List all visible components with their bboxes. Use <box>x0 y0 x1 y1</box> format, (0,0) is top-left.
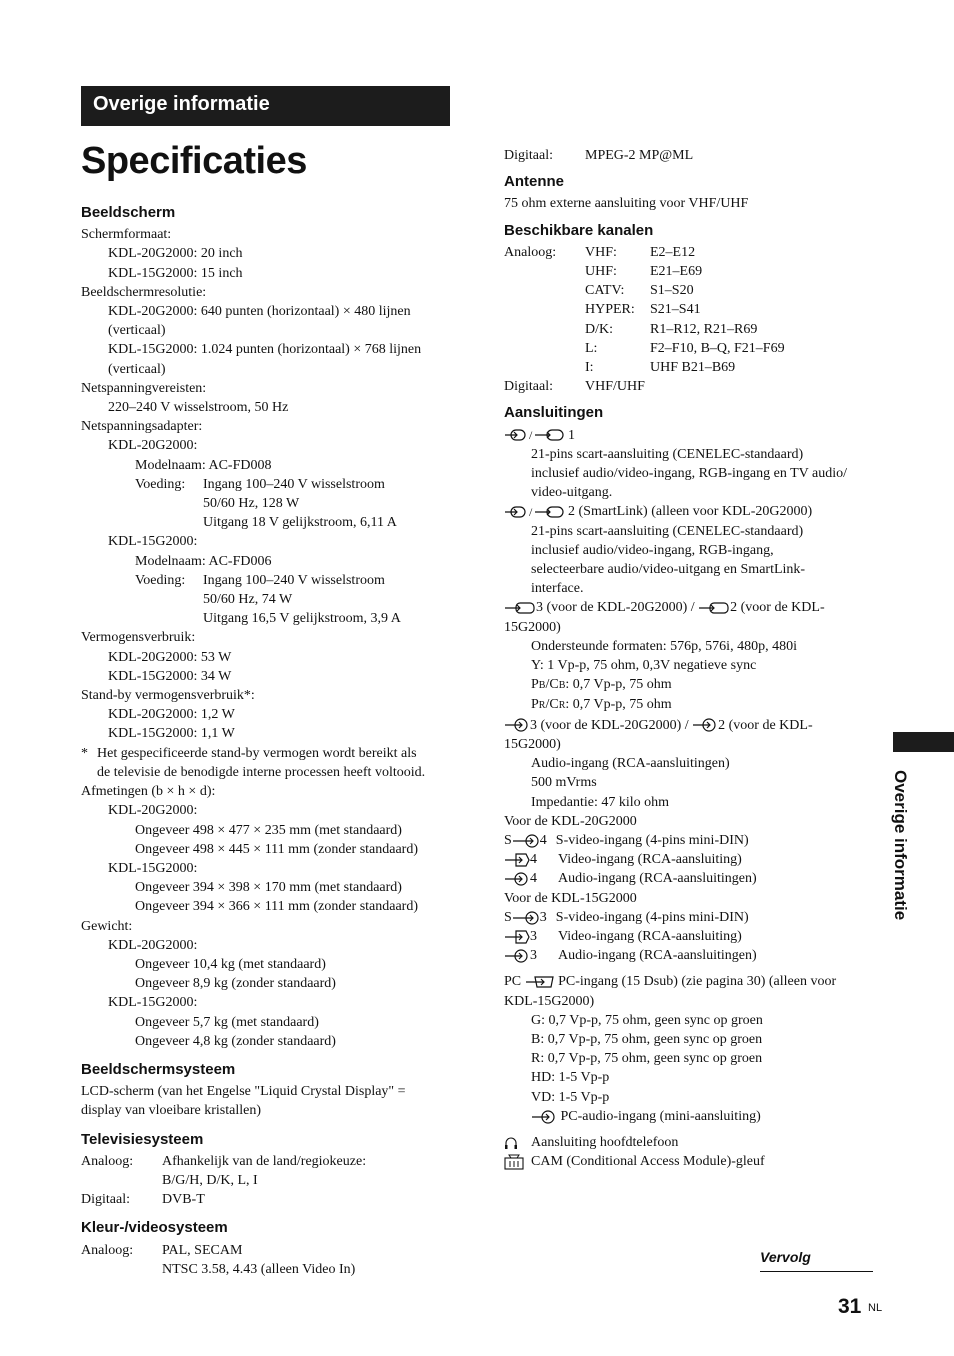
spec-line: Netspanningvereisten: <box>81 380 207 396</box>
spec-line: Y: 1 Vp-p, 75 ohm, 0,3V negatieve sync <box>531 658 757 674</box>
connector-line <box>504 927 884 946</box>
page-language: NL <box>868 1302 883 1314</box>
spec-line: Impedantie: 47 kilo ohm <box>531 794 670 810</box>
spec-line: Netspanningsadapter: <box>81 419 203 435</box>
pc-audio-in-icon <box>531 1110 557 1124</box>
pc-in-icon <box>525 975 555 989</box>
spec-key: Digitaal: <box>504 379 553 395</box>
channel-band: CATV: <box>585 283 625 299</box>
connector-text: Audio-ingang (RCA-aansluitingen) <box>558 871 757 887</box>
spec-line: KDL-15G2000: 1,1 W <box>108 726 235 742</box>
model-heading: Voor de KDL-15G2000 <box>504 890 637 906</box>
spec-value: DVB-T <box>162 1192 205 1208</box>
channel-band: VHF: <box>585 244 617 260</box>
spec-line: Ondersteunde formaten: 576p, 576i, 480p, 480i <box>531 638 797 654</box>
spec-line: Ongeveer 8,9 kg (zonder standaard) <box>135 976 336 992</box>
cr-label: /C <box>545 697 559 713</box>
spec-value: Afhankelijk van de land/regiokeuze: <box>162 1153 367 1169</box>
connector-line <box>504 972 884 991</box>
video-in-icon <box>504 930 530 944</box>
connector-number: 1 <box>568 427 575 443</box>
pr-label: P <box>531 697 539 713</box>
heading-antenne: Antenne <box>504 173 564 191</box>
heading-televisiesysteem: Televisiesysteem <box>81 1130 204 1148</box>
spec-line <box>504 675 884 695</box>
svideo-prefix: S <box>504 832 512 848</box>
footnote-mark: * <box>81 745 88 761</box>
channel-range: F2–F10, B–Q, F21–F69 <box>650 340 785 356</box>
spec-line: Ongeveer 10,4 kg (met standaard) <box>135 956 326 972</box>
spec-line: Uitgang 18 V gelijkstroom, 6,11 A <box>203 515 397 531</box>
connector-line <box>504 426 884 445</box>
svg-text:/: / <box>529 505 533 520</box>
page-number: 31 <box>838 1295 862 1318</box>
spec-line: G: 0,7 Vp-p, 75 ohm, geen sync op groen <box>531 1012 763 1028</box>
spec-key: Analoog: <box>81 1242 134 1258</box>
connector-number: 3 <box>530 928 537 944</box>
connector-line <box>504 1152 884 1171</box>
svideo-in-icon <box>512 911 540 925</box>
connector-line <box>504 869 884 888</box>
spec-line: B/G/H, D/K, L, I <box>162 1172 258 1188</box>
headphone-icon <box>504 1136 531 1150</box>
cb-label: /C <box>545 677 559 693</box>
channel-row <box>504 358 884 377</box>
scart-in-out-icon <box>504 505 568 519</box>
connector-text: S-video-ingang (4-pins mini-DIN) <box>555 909 749 925</box>
channel-band: L: <box>585 340 598 356</box>
spec-line: KDL-15G2000: 15 inch <box>108 265 243 281</box>
channel-row <box>504 320 884 339</box>
spec-line: Audio-ingang (RCA-aansluitingen) <box>531 756 730 772</box>
connector-line <box>504 1133 884 1152</box>
spec-line: Gewicht: <box>81 918 133 934</box>
spec-line: 500 mVrms <box>531 775 597 791</box>
spec-line: inclusief audio/video-ingang, RGB-ingang en TV audio/ <box>531 466 847 482</box>
audio-in-icon <box>504 949 530 963</box>
connector-text: 2 (voor de KDL- <box>718 717 813 733</box>
connector-text: PC-audio-ingang (mini-aansluiting) <box>560 1108 761 1124</box>
spec-line: Modelnaam: AC-FD008 <box>135 457 272 473</box>
channel-row <box>504 300 884 319</box>
spec-line: Ongeveer 5,7 kg (met standaard) <box>135 1014 319 1030</box>
connector-number: 3 <box>530 948 537 964</box>
spec-value: PAL, SECAM <box>162 1242 243 1258</box>
side-tab-marker <box>893 732 954 752</box>
spec-line <box>81 1152 461 1171</box>
cam-slot-icon <box>504 1154 531 1170</box>
pr-sub: R <box>538 700 546 712</box>
audio-in-icon <box>692 718 718 732</box>
connector-line <box>504 908 884 927</box>
component-in-icon <box>504 601 536 615</box>
connector-line <box>504 1107 884 1126</box>
channel-band: UHF: <box>585 264 617 280</box>
connector-text: Aansluiting hoofdtelefoon <box>531 1134 679 1150</box>
connector-text: Video-ingang (RCA-aansluiting) <box>558 928 742 944</box>
spec-line: 50/60 Hz, 128 W <box>203 496 300 512</box>
connector-number: 4 <box>539 832 547 848</box>
spec-line: Ongeveer 498 × 445 × 111 mm (zonder standaard) <box>135 841 419 857</box>
right-column <box>504 146 884 1171</box>
spec-line: Uitgang 16,5 V gelijkstroom, 3,9 A <box>203 611 401 627</box>
spec-line: Schermformaat: <box>81 227 172 243</box>
heading-beeldschermsysteem: Beeldschermsysteem <box>81 1060 236 1078</box>
spec-line: B: 0,7 Vp-p, 75 ohm, geen sync op groen <box>531 1031 763 1047</box>
spec-line: 15G2000) <box>504 619 561 635</box>
spec-line <box>504 146 884 165</box>
svideo-in-icon <box>512 834 540 848</box>
pb-label: P <box>531 677 539 693</box>
spec-line: KDL-15G2000) <box>504 993 595 1009</box>
connector-number: 4 <box>530 871 537 887</box>
spec-line: selecteerbare audio/video-uitgang en SmartLink- <box>531 562 806 578</box>
spec-line: interface. <box>531 581 584 597</box>
left-column <box>81 196 461 1279</box>
channel-row <box>504 243 884 262</box>
connector-number: 3 <box>539 909 547 925</box>
spec-line: 220–240 V wisselstroom, 50 Hz <box>108 400 289 416</box>
connector-line <box>504 946 884 965</box>
spec-line: 50/60 Hz, 74 W <box>203 592 293 608</box>
spec-line: LCD-scherm (van het Engelse "Liquid Crystal Display" = <box>81 1084 406 1100</box>
spec-line: HD: 1-5 Vp-p <box>531 1070 610 1086</box>
spec-key: Digitaal: <box>81 1192 130 1208</box>
channel-range: R1–R12, R21–R69 <box>650 321 758 337</box>
spec-line: inclusief audio/video-ingang, RGB-ingang, <box>531 542 774 558</box>
model-heading: Voor de KDL-20G2000 <box>504 813 637 829</box>
connector-line <box>504 850 884 869</box>
connector-line <box>504 598 884 617</box>
heading-beeldscherm: Beeldscherm <box>81 204 176 221</box>
spec-line: 21-pins scart-aansluiting (CENELEC-standaard) <box>531 446 804 462</box>
continue-label: Vervolg <box>760 1249 873 1272</box>
spec-line: 15G2000) <box>504 736 561 752</box>
channel-band: I: <box>585 360 594 376</box>
spec-line: R: 0,7 Vp-p, 75 ohm, geen sync op groen <box>531 1051 763 1067</box>
connector-text: 2 (voor de KDL- <box>730 600 825 616</box>
spec-line <box>504 695 884 715</box>
heading-kanalen: Beschikbare kanalen <box>504 221 654 239</box>
channel-band: HYPER: <box>585 302 635 318</box>
heading-kleur: Kleur-/videosysteem <box>81 1219 228 1237</box>
spec-value: : 0,7 Vp-p, 75 ohm <box>565 677 672 693</box>
spec-line: Ongeveer 498 × 477 × 235 mm (met standaard) <box>135 822 402 838</box>
side-tab-text: Overige informatie <box>891 770 910 921</box>
audio-in-icon <box>504 872 530 886</box>
spec-line: NTSC 3.58, 4.43 (alleen Video In) <box>162 1261 356 1277</box>
spec-line: (verticaal) <box>108 323 166 339</box>
spec-value: MPEG-2 MP@ML <box>585 148 694 163</box>
cb-sub: B <box>558 680 566 692</box>
video-in-icon <box>504 853 530 867</box>
spec-line: VD: 1-5 Vp-p <box>531 1089 610 1105</box>
svideo-prefix: S <box>504 909 512 925</box>
spec-key: Analoog: <box>504 244 557 260</box>
spec-key: Digitaal: <box>504 148 553 163</box>
channel-row <box>504 262 884 281</box>
spec-line: KDL-20G2000: 640 punten (horizontaal) × 480 lijnen <box>108 304 411 320</box>
spec-line: Beeldschermresolutie: <box>81 284 207 300</box>
footnote-text: Het gespecificeerde stand-by vermogen wordt bereikt als <box>97 745 417 761</box>
connector-number: 4 <box>530 852 537 868</box>
connector-text: 3 (voor de KDL-20G2000) / <box>530 717 689 733</box>
spec-key: Voeding: <box>135 572 186 588</box>
connector-text: CAM (Conditional Access Module)-gleuf <box>531 1154 765 1170</box>
spec-line: KDL-20G2000: 1,2 W <box>108 707 235 723</box>
svg-text:/: / <box>529 428 533 443</box>
spec-line: KDL-20G2000: <box>108 438 198 454</box>
spec-line: KDL-20G2000: <box>108 937 198 953</box>
spec-line: Ongeveer 4,8 kg (zonder standaard) <box>135 1033 336 1049</box>
spec-line <box>504 377 884 396</box>
scart-in-out-icon <box>504 428 568 442</box>
page-title: Specificaties <box>81 140 307 182</box>
spec-value: Ingang 100–240 V wisselstroom <box>203 476 385 492</box>
spec-line: KDL-15G2000: 1.024 punten (horizontaal) × 768 lijnen <box>108 342 422 358</box>
connector-line <box>504 502 884 521</box>
spec-line: 21-pins scart-aansluiting (CENELEC-standaard) <box>531 523 804 539</box>
pb-sub: B <box>538 680 546 692</box>
connector-line <box>504 716 884 735</box>
component-in-icon <box>698 601 730 615</box>
channel-range: S1–S20 <box>650 283 694 299</box>
spec-line: display van vloeibare kristallen) <box>81 1103 261 1119</box>
spec-line: KDL-15G2000: 34 W <box>108 668 232 684</box>
spec-line: (verticaal) <box>108 361 166 377</box>
connector-text: Audio-ingang (RCA-aansluitingen) <box>558 948 757 964</box>
channel-row <box>504 339 884 358</box>
channel-range: E21–E69 <box>650 264 703 280</box>
side-tab-label <box>880 770 920 970</box>
spec-line: KDL-20G2000: <box>108 803 198 819</box>
footnote-text: de televisie de benodigde interne processen heeft voltooid. <box>97 764 426 780</box>
spec-value: VHF/UHF <box>585 379 645 395</box>
section-banner: Overige informatie <box>81 86 450 126</box>
heading-aansluitingen: Aansluitingen <box>504 404 604 422</box>
spec-line: KDL-15G2000: <box>108 534 198 550</box>
spec-line <box>81 1241 461 1260</box>
spec-line: Stand-by vermogensverbruik*: <box>81 688 255 704</box>
spec-value: : 0,7 Vp-p, 75 ohm <box>565 697 672 713</box>
spec-line: KDL-20G2000: 53 W <box>108 649 232 665</box>
channel-range: UHF B21–B69 <box>650 360 736 376</box>
spec-key: Analoog: <box>81 1153 134 1169</box>
spec-line: 75 ohm externe aansluiting voor VHF/UHF <box>504 196 749 212</box>
channel-row <box>504 281 884 300</box>
connector-number: 2 (SmartLink) (alleen voor KDL-20G2000) <box>568 504 813 520</box>
spec-key: Voeding: <box>135 476 186 492</box>
footnote <box>81 744 461 763</box>
spec-line: Ongeveer 394 × 366 × 111 mm (zonder standaard) <box>135 899 419 915</box>
connector-text: S-video-ingang (4-pins mini-DIN) <box>555 832 749 848</box>
channel-band: D/K: <box>585 321 613 337</box>
spec-line: Vermogensverbruik: <box>81 630 196 646</box>
connector-text: Video-ingang (RCA-aansluiting) <box>558 852 742 868</box>
pc-label: PC <box>504 974 522 990</box>
spec-line: video-uitgang. <box>531 485 613 501</box>
spec-line <box>81 571 461 590</box>
audio-in-icon <box>504 718 530 732</box>
connector-line <box>504 831 884 850</box>
spec-line: Ongeveer 394 × 398 × 170 mm (met standaard) <box>135 880 402 896</box>
spec-line: KDL-20G2000: 20 inch <box>108 246 243 262</box>
spec-line <box>81 475 461 494</box>
spec-line <box>81 1190 461 1209</box>
channel-range: E2–E12 <box>650 244 696 260</box>
spec-value: Ingang 100–240 V wisselstroom <box>203 572 385 588</box>
spec-line: Modelnaam: AC-FD006 <box>135 553 272 569</box>
spec-line: KDL-15G2000: <box>108 860 198 876</box>
connector-text: 3 (voor de KDL-20G2000) / <box>536 600 695 616</box>
spec-line: Afmetingen (b × h × d): <box>81 784 216 800</box>
connector-text: PC-ingang (15 Dsub) (zie pagina 30) (alleen voor <box>558 974 837 990</box>
spec-line: KDL-15G2000: <box>108 995 198 1011</box>
cr-sub: R <box>558 700 566 712</box>
channel-range: S21–S41 <box>650 302 701 318</box>
